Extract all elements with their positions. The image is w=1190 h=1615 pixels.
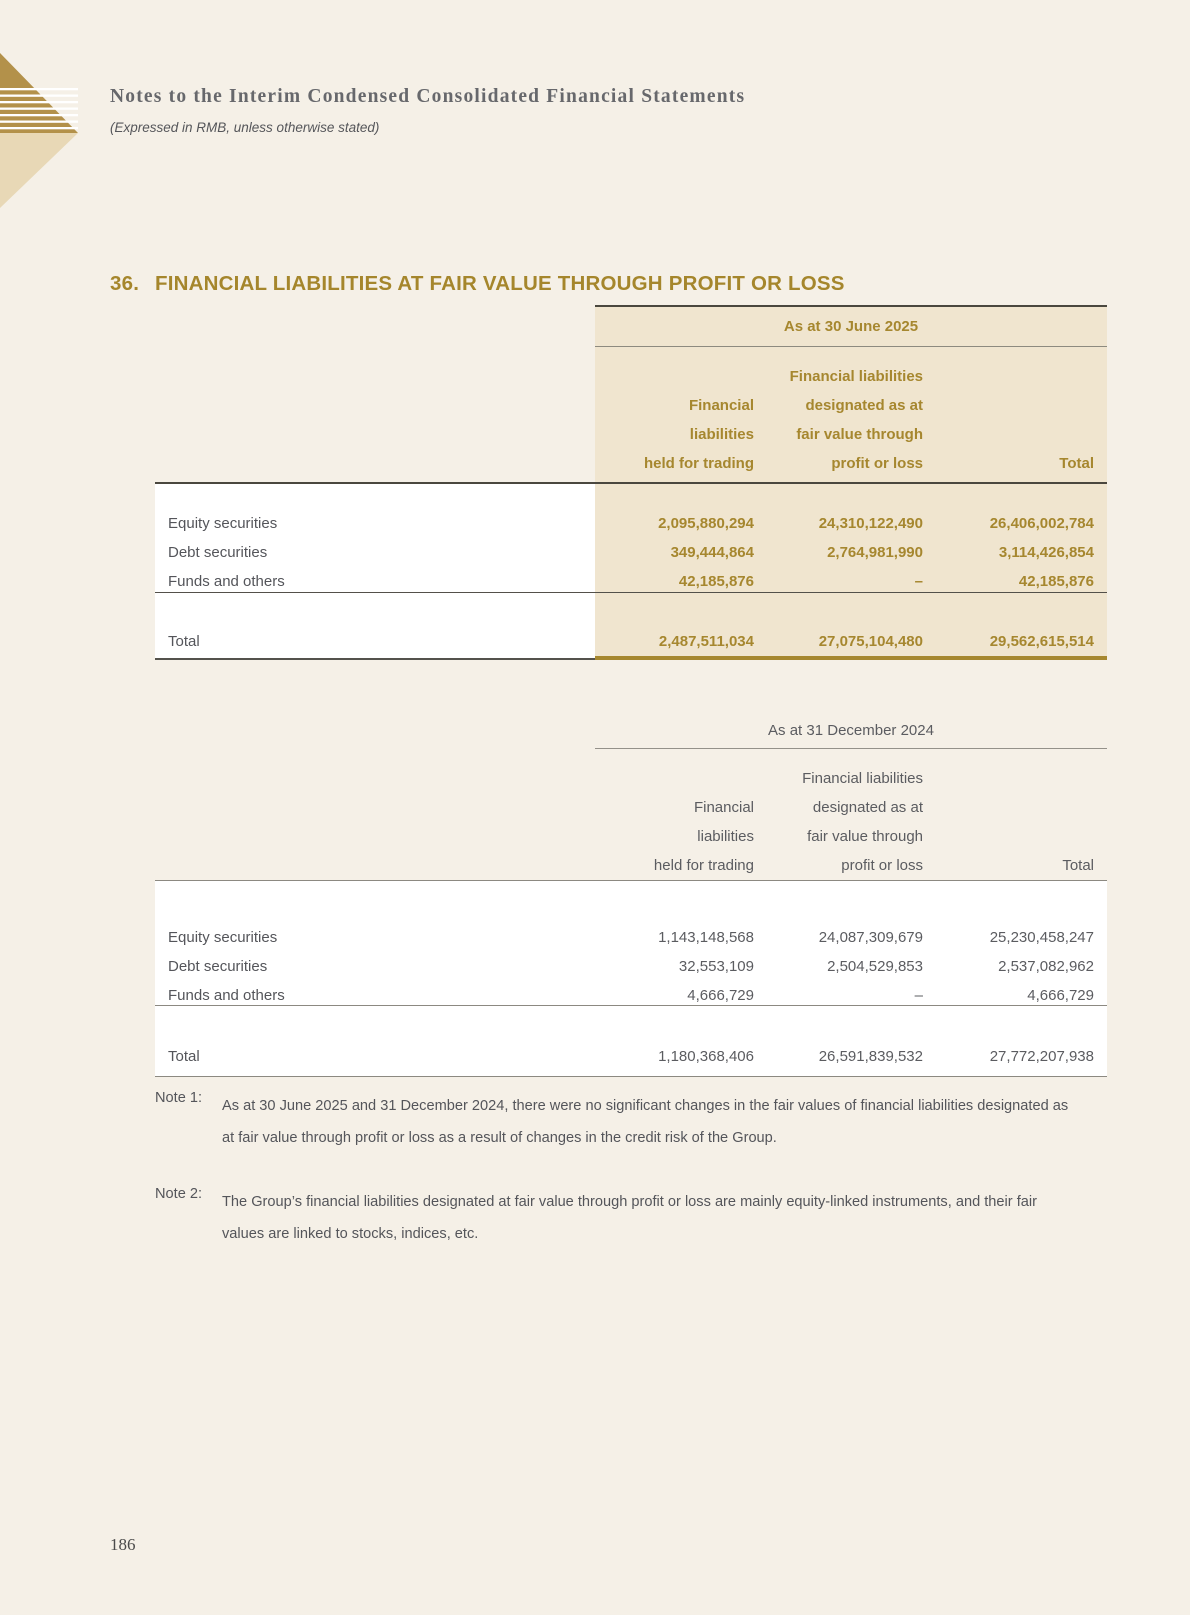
value-held-for-trading: 32,553,109	[678, 958, 754, 975]
column-header-row	[155, 362, 1107, 478]
total-label: Total	[168, 1048, 200, 1065]
note-1	[155, 1090, 1077, 1162]
note-2-text: The Group’s financial liabilities designated at fair value through profit or loss are mainly equity-linked instruments, and their fair values are linked to stocks, indices, etc.	[222, 1194, 1037, 1242]
value-designated-fvtpl: –	[914, 987, 923, 1004]
value-held-for-trading: 4,666,729	[687, 987, 754, 1004]
value-total: 3,114,426,854	[998, 544, 1094, 561]
column-header-designated-fvtpl: Financial liabilities designated as at fair value through profit or loss	[789, 368, 923, 472]
value-total: 26,406,002,784	[989, 515, 1094, 532]
section-title: FINANCIAL LIABILITIES AT FAIR VALUE THROUGH PROFIT OR LOSS	[155, 272, 845, 295]
value-held-for-trading: 42,185,876	[678, 573, 754, 590]
period-label: As at 31 December 2024	[768, 722, 934, 739]
section-heading	[110, 272, 845, 296]
row-label: Equity securities	[168, 929, 278, 946]
value-held-for-trading: 2,095,880,294	[658, 515, 754, 532]
document-title: Notes to the Interim Condensed Consolidated Financial Statements	[110, 86, 746, 107]
table-row	[155, 509, 1107, 538]
row-label: Debt securities	[168, 544, 268, 561]
rule-under-period	[595, 748, 1107, 749]
value-total: 4,666,729	[1027, 987, 1094, 1004]
value-designated-fvtpl: –	[914, 573, 923, 590]
row-label: Funds and others	[168, 987, 285, 1004]
total-designated-fvtpl: 26,591,839,532	[818, 1048, 923, 1065]
value-designated-fvtpl: 24,087,309,679	[818, 929, 923, 946]
column-header-total: Total	[1062, 857, 1094, 874]
total-label: Total	[168, 633, 200, 650]
total-row	[155, 627, 1107, 657]
column-header-held-for-trading: Financial liabilities held for trading	[653, 799, 754, 874]
value-held-for-trading: 349,444,864	[670, 544, 754, 561]
column-header-designated-fvtpl: Financial liabilities designated as at fair value through profit or loss	[802, 770, 923, 874]
note-1-text: As at 30 June 2025 and 31 December 2024, there were no significant changes in the fair values of financial liabilities designated as at fair value through profit or loss as a result of changes in the credit risk of the Group.	[222, 1098, 1069, 1146]
table-row	[155, 538, 1107, 567]
table-row	[155, 923, 1107, 952]
note-2-label: Note 2:	[155, 1186, 203, 1202]
value-designated-fvtpl: 2,504,529,853	[827, 958, 923, 975]
rule-bottom	[155, 1076, 1107, 1077]
row-label: Funds and others	[168, 573, 285, 590]
row-label: Debt securities	[168, 958, 268, 975]
table-row	[155, 567, 1107, 596]
total-held-for-trading: 1,180,368,406	[658, 1048, 754, 1065]
total-total: 27,772,207,938	[989, 1048, 1094, 1065]
period-label: As at 30 June 2025	[783, 318, 919, 335]
document-subtitle: (Expressed in RMB, unless otherwise stated)	[110, 120, 380, 135]
value-total: 42,185,876	[1018, 573, 1094, 590]
table-row	[155, 981, 1107, 1010]
note-1-label: Note 1:	[155, 1090, 203, 1106]
note-2	[155, 1186, 1077, 1258]
column-header-held-for-trading: Financial liabilities held for trading	[644, 397, 754, 472]
value-designated-fvtpl: 2,764,981,990	[827, 544, 923, 561]
rule-under-period	[595, 346, 1107, 347]
table-row	[155, 952, 1107, 981]
rule-top	[595, 305, 1107, 307]
total-total: 29,562,615,514	[989, 633, 1094, 650]
value-held-for-trading: 1,143,148,568	[658, 929, 754, 946]
rule-under-headers	[155, 482, 1107, 484]
corner-triangle-decoration	[0, 53, 80, 213]
total-row	[155, 1042, 1107, 1072]
table-december-2024	[155, 712, 1107, 1077]
section-number: 36.	[110, 272, 140, 295]
value-total: 25,230,458,247	[989, 929, 1094, 946]
page-number: 186	[110, 1535, 136, 1554]
rule-bottom-left	[155, 658, 595, 660]
total-held-for-trading: 2,487,511,034	[658, 633, 754, 650]
value-total: 2,537,082,962	[998, 958, 1094, 975]
row-label: Equity securities	[168, 515, 278, 532]
rule-under-headers	[155, 880, 1107, 881]
value-designated-fvtpl: 24,310,122,490	[818, 515, 923, 532]
column-header-total: Total	[1059, 455, 1094, 472]
total-designated-fvtpl: 27,075,104,480	[818, 633, 923, 650]
table-june-2025	[155, 305, 1107, 660]
column-header-row	[155, 764, 1107, 880]
